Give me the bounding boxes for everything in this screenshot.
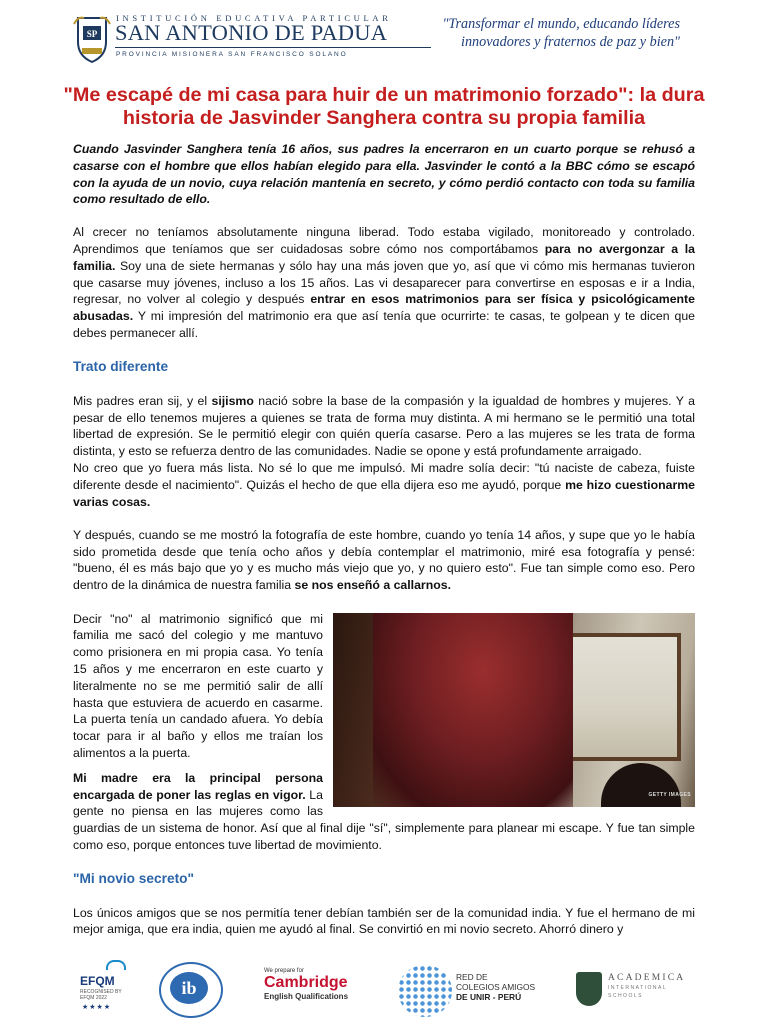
academica-line-3: SCHOOLS <box>608 993 643 999</box>
p1-text-e: Y mi impresión del matrimonio era que así tenía que ocurrirte: te casas, te golpean y te dicen que debes permanecer allí. <box>73 309 695 340</box>
p6-bold-a: Mi madre era la principal persona encargada de poner las reglas en vigor. <box>73 770 323 802</box>
p2-bold-b: sijismo <box>211 393 254 408</box>
cambridge-prep: We prepare for <box>264 968 304 974</box>
unir-line-1: RED DE <box>456 972 488 982</box>
article-lead: Cuando Jasvinder Sanghera tenía 16 años, sus padres la encerraron en un cuarto porque se rehusó a casarse con el hombre que ellos habían elegido para ella. Jasvinder le contó a la BBC cómo se escapó con la ayuda de un novio, cuya relación mantenía en secreto, y cómo perdió contacto con toda su familia como resultado de ello. <box>73 142 695 207</box>
p3-text-a: No creo que yo fuera más lista. No sé lo que me impulsó. Mi madre solía decir: "tú naciste de cabeza, fuiste diferente desde el nacimiento". Quizás el hecho de que ella dijera eso me ayudó, porque <box>73 460 695 492</box>
paragraph-3 <box>73 460 695 510</box>
svg-text:SP: SP <box>86 29 98 39</box>
cambridge-name: Cambridge <box>264 974 348 991</box>
efqm-stars: ★★★★ <box>82 1004 112 1011</box>
page-header <box>0 0 768 66</box>
page-footer <box>0 960 768 1024</box>
academica-line-2: INTERNATIONAL <box>608 985 668 991</box>
efqm-name: EFQM <box>80 974 115 988</box>
motto-line-1: "Transformar el mundo, educando líderes <box>442 16 680 32</box>
school-motto <box>380 15 680 51</box>
spacer <box>73 888 695 905</box>
institution-type: INSTITUCIÓN EDUCATIVA PARTICULAR <box>116 13 392 23</box>
p1-text-a: Al crecer no teníamos absolutamente ninguna liberad. Todo estaba vigilado, monitoreado y controlado. Aprendimos que teníamos que ser cuidadosas sobre cómo nos comportábamos <box>73 225 695 256</box>
p2-text-a: Mis padres eran sij, y el <box>73 393 212 408</box>
ib-logo <box>155 962 225 1018</box>
spacer <box>73 376 695 393</box>
p6-text-b: La gente no piensa en las mujeres como las guardias de un sistema de honor. Así que al final dije "sí", simplemente para planear mi escape. Y fue tan simple como eso, porque entonces tuve libertad de movimiento. <box>73 787 695 852</box>
spacer <box>73 854 695 871</box>
p4-bold-b: se nos enseñó a callarnos. <box>294 578 451 593</box>
unir-dots-icon <box>398 965 452 1017</box>
paragraph-4 <box>73 527 695 594</box>
institution-province: PROVINCIA MISIONERA SAN FRANCISCO SOLANO <box>116 51 348 58</box>
motto-line-2: innovadores y fraternos de paz y bien" <box>461 34 680 50</box>
cambridge-logo <box>264 968 374 1018</box>
paragraph-7: Los únicos amigos que se nos permitía tener debían también ser de la comunidad india. Y fue el hermano de mi mejor amiga, que era india, quien me ayudó al final. Se convirtió en mi novio secreto. Ahorró dinero y <box>73 905 695 937</box>
p2-text-c: nació sobre la base de la compasión y la igualdad de hombres y mujeres. Y a pesar de ello tenemos mujeres a quienes se trata de forma muy distinta. A mi hermano se le permitió una total libertad de expresión. Se le permitió elegir con quién quería casarse. Pero a las mujeres se les trata de forma distinta, y esto se refuerza dentro de las comunidades. Nadie se opone y está profundamente arraigado. <box>73 393 695 459</box>
p1-bold-d: entrar en esos matrimonios para ser física y psicológicamente abusadas. <box>73 292 695 324</box>
paragraph-5: Decir "no" al matrimonio significó que mi familia me sacó del colegio y me mantuvo como prisionera en mi propia casa. Yo tenía 15 años y me encerraron en este cuarto y literalmente no se me permitió salir de allí hasta que estuviera de acuerdo en casarme. La puerta tenía un candado afuera. Yo debía tocar para ir al baño y ellos me traían los alimentos a la puerta. <box>73 611 323 760</box>
paragraph-2 <box>73 393 695 460</box>
spacer <box>73 510 695 527</box>
p4-text-a: Y después, cuando se me mostró la fotografía de este hombre, cuando yo tenía 14 años, y supe que yo le había sido prometida desde que tenía ocho años y debía contemplar el matrimonio, miré esa fotografía y pensé: "bueno, él es más bajo que yo y es mucho más viejo que yo, y no quiero esto". Fue tan simple como eso. Pero dentro de la dinámica de nuestra familia <box>73 527 695 593</box>
academica-name: ACADEMICA <box>608 973 686 983</box>
unir-logo <box>398 965 558 1017</box>
section-heading-trato-diferente: Trato diferente <box>73 359 169 375</box>
unir-text <box>456 972 535 1002</box>
efqm-recognition <box>80 989 122 1001</box>
spacer <box>73 342 695 359</box>
school-crest-logo <box>72 12 112 64</box>
article-photo <box>333 613 695 807</box>
cambridge-sub: English Qualifications <box>264 992 349 1001</box>
photo-credit: GETTY IMAGES <box>648 791 691 798</box>
p1-bold-b: para no avergonzar a la familia. <box>73 241 695 273</box>
academica-shield-icon <box>576 972 602 1006</box>
article-title: "Me escapé de mi casa para huir de un matrimonio forzado": la dura historia de Jasvinder Sanghera contra su propia familia <box>63 84 705 129</box>
photo-veiled-woman <box>373 613 573 807</box>
institution-name: SAN ANTONIO DE PADUA <box>115 20 388 45</box>
spacer <box>73 594 695 611</box>
efqm-line-1: RECOGNISED BY <box>80 989 122 995</box>
section-heading-mi-novio-secreto: "Mi novio secreto" <box>73 871 194 887</box>
academica-logo <box>576 972 696 1012</box>
p3-bold-b: me hizo cuestionarme varias cosas. <box>73 477 695 509</box>
article-body <box>73 141 695 938</box>
efqm-mark-icon <box>106 960 126 970</box>
paragraph-1 <box>73 224 695 342</box>
efqm-line-2: EFQM 2022 <box>80 995 107 1001</box>
unir-line-2: COLEGIOS AMIGOS <box>456 982 536 992</box>
ib-mark: ib <box>170 972 208 1004</box>
efqm-logo <box>80 960 144 1020</box>
unir-line-3: DE UNIR - PERÚ <box>456 992 522 1002</box>
p1-text-c: Soy una de siete hermanas y sólo hay una más joven que yo, así que vi cómo mis hermanas tuvieron que casarse muy jóvenes, incluso a los 15 años. Las vi desaparecer para convertirse en esposas e ir a India, regresar, no volver al colegio y después <box>73 258 695 307</box>
